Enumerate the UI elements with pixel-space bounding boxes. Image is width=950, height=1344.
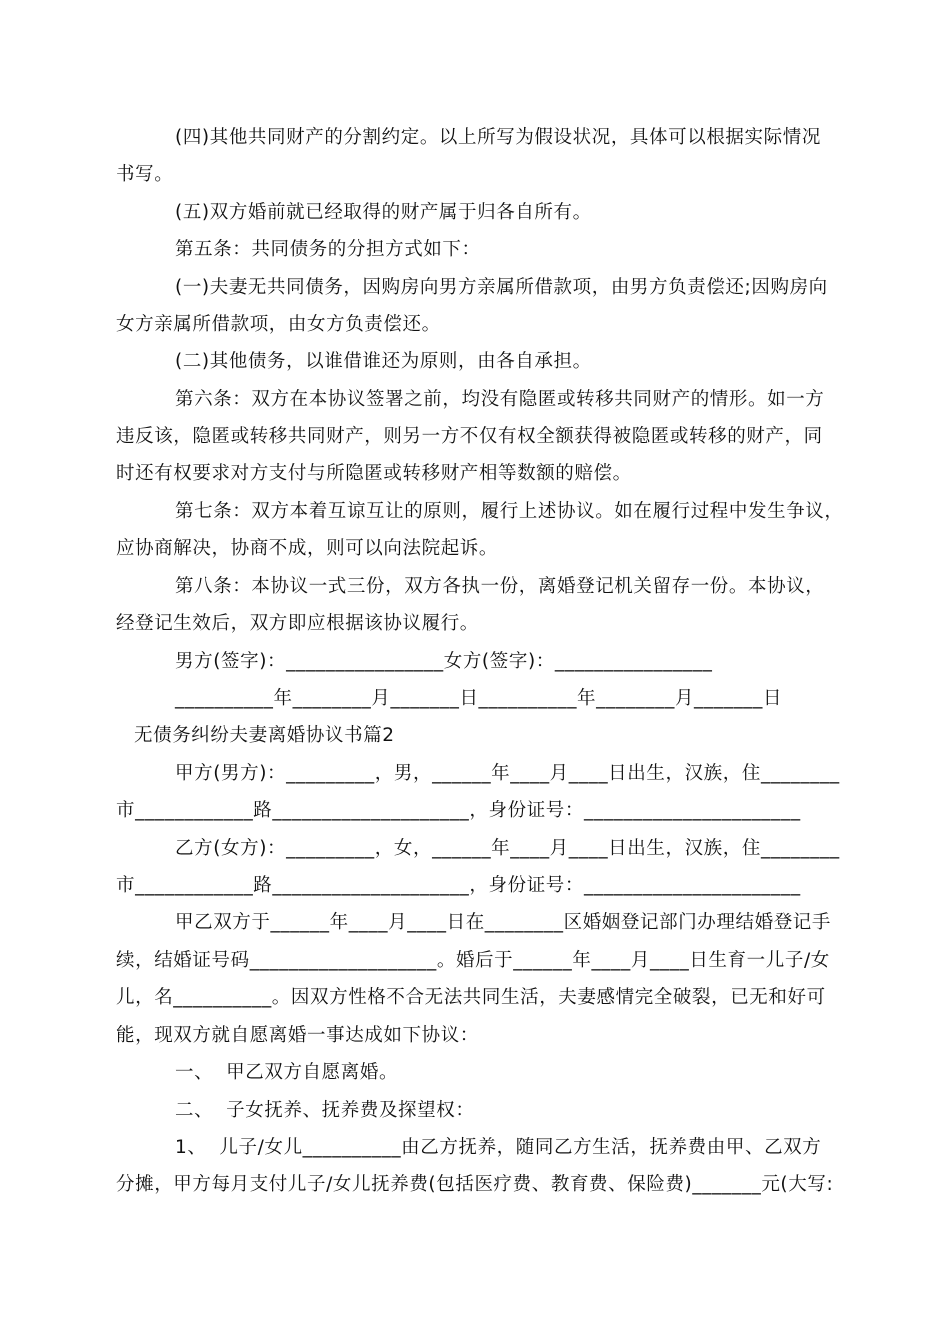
list-item: 1、 儿子/女儿__________由乙方抚养，随同乙方生活，抚养费由甲、乙双方 xyxy=(175,1137,822,1158)
paragraph-line: 能，现双方就自愿离婚一事达成如下协议： xyxy=(116,1025,479,1046)
section-heading: 第五条：共同债务的分担方式如下： xyxy=(175,239,481,260)
paragraph-line: 经登记生效后，双方即应根据该协议履行。 xyxy=(116,613,479,634)
paragraph-line: 时还有权要求对方支付与所隐匿或转移财产相等数额的赔偿。 xyxy=(116,463,632,484)
paragraph-line: 市____________路____________________，身份证号：______________________ xyxy=(116,800,801,821)
paragraph-line: 甲乙双方于______年____月____日在________区婚姻登记部门办理结婚登记手 xyxy=(175,912,832,933)
list-item: 二、 子女抚养、抚养费及探望权： xyxy=(175,1100,475,1121)
paragraph-line: 第八条：本协议一式三份，双方各执一份，离婚登记机关留存一份。本协议， xyxy=(175,576,825,597)
paragraph-line: 儿，名__________。因双方性格不合无法共同生活，夫妻感情完全破裂，已无和好可 xyxy=(116,987,826,1008)
paragraph-line: 续，结婚证号码___________________。婚后于______年____月____日生育一儿子/女 xyxy=(116,950,830,971)
paragraph-line: 书写。 xyxy=(116,164,174,185)
list-item: 一、 甲乙双方自愿离婚。 xyxy=(175,1062,399,1083)
paragraph-line: 甲方(男方)：_________，男，______年____月____日出生，汉族，住________ xyxy=(175,763,840,784)
paragraph-line: 第六条：双方在本协议签署之前，均没有隐匿或转移共同财产的情形。如一方 xyxy=(175,389,825,410)
paragraph-line: (一)夫妻无共同债务，因购房向男方亲属所借款项，由男方负责偿还;因购房向 xyxy=(175,277,828,298)
paragraph-line: 分摊，甲方每月支付儿子/女儿抚养费(包括医疗费、教育费、保险费)_______元(大写: xyxy=(116,1174,834,1195)
paragraph-line: 女方亲属所借款项，由女方负责偿还。 xyxy=(116,314,441,335)
paragraph-line: (四)其他共同财产的分割约定。以上所写为假设状况，具体可以根据实际情况 xyxy=(175,127,821,148)
paragraph-line: 市____________路____________________，身份证号：______________________ xyxy=(116,875,801,896)
date-line: __________年________月_______日__________年________月_______日 xyxy=(175,688,783,709)
paragraph-line: 违反该，隐匿或转移共同财产，则另一方不仅有权全额获得被隐匿或转移的财产，同 xyxy=(116,426,823,447)
paragraph-line: (五)双方婚前就已经取得的财产属于归各自所有。 xyxy=(175,202,592,223)
paragraph-line: (二)其他债务，以谁借谁还为原则，由各自承担。 xyxy=(175,351,592,372)
paragraph-line: 乙方(女方)：_________，女，______年____月____日出生，汉族，住________ xyxy=(175,838,840,859)
signature-line: 男方(签字)：________________女方(签字)：________________ xyxy=(175,651,713,672)
paragraph-line: 应协商解决，协商不成，则可以向法院起诉。 xyxy=(116,538,499,559)
paragraph-line: 第七条：双方本着互谅互让的原则，履行上述协议。如在履行过程中发生争议， xyxy=(175,501,844,522)
article-title: 无债务纠纷夫妻离婚协议书篇2 xyxy=(134,725,395,746)
